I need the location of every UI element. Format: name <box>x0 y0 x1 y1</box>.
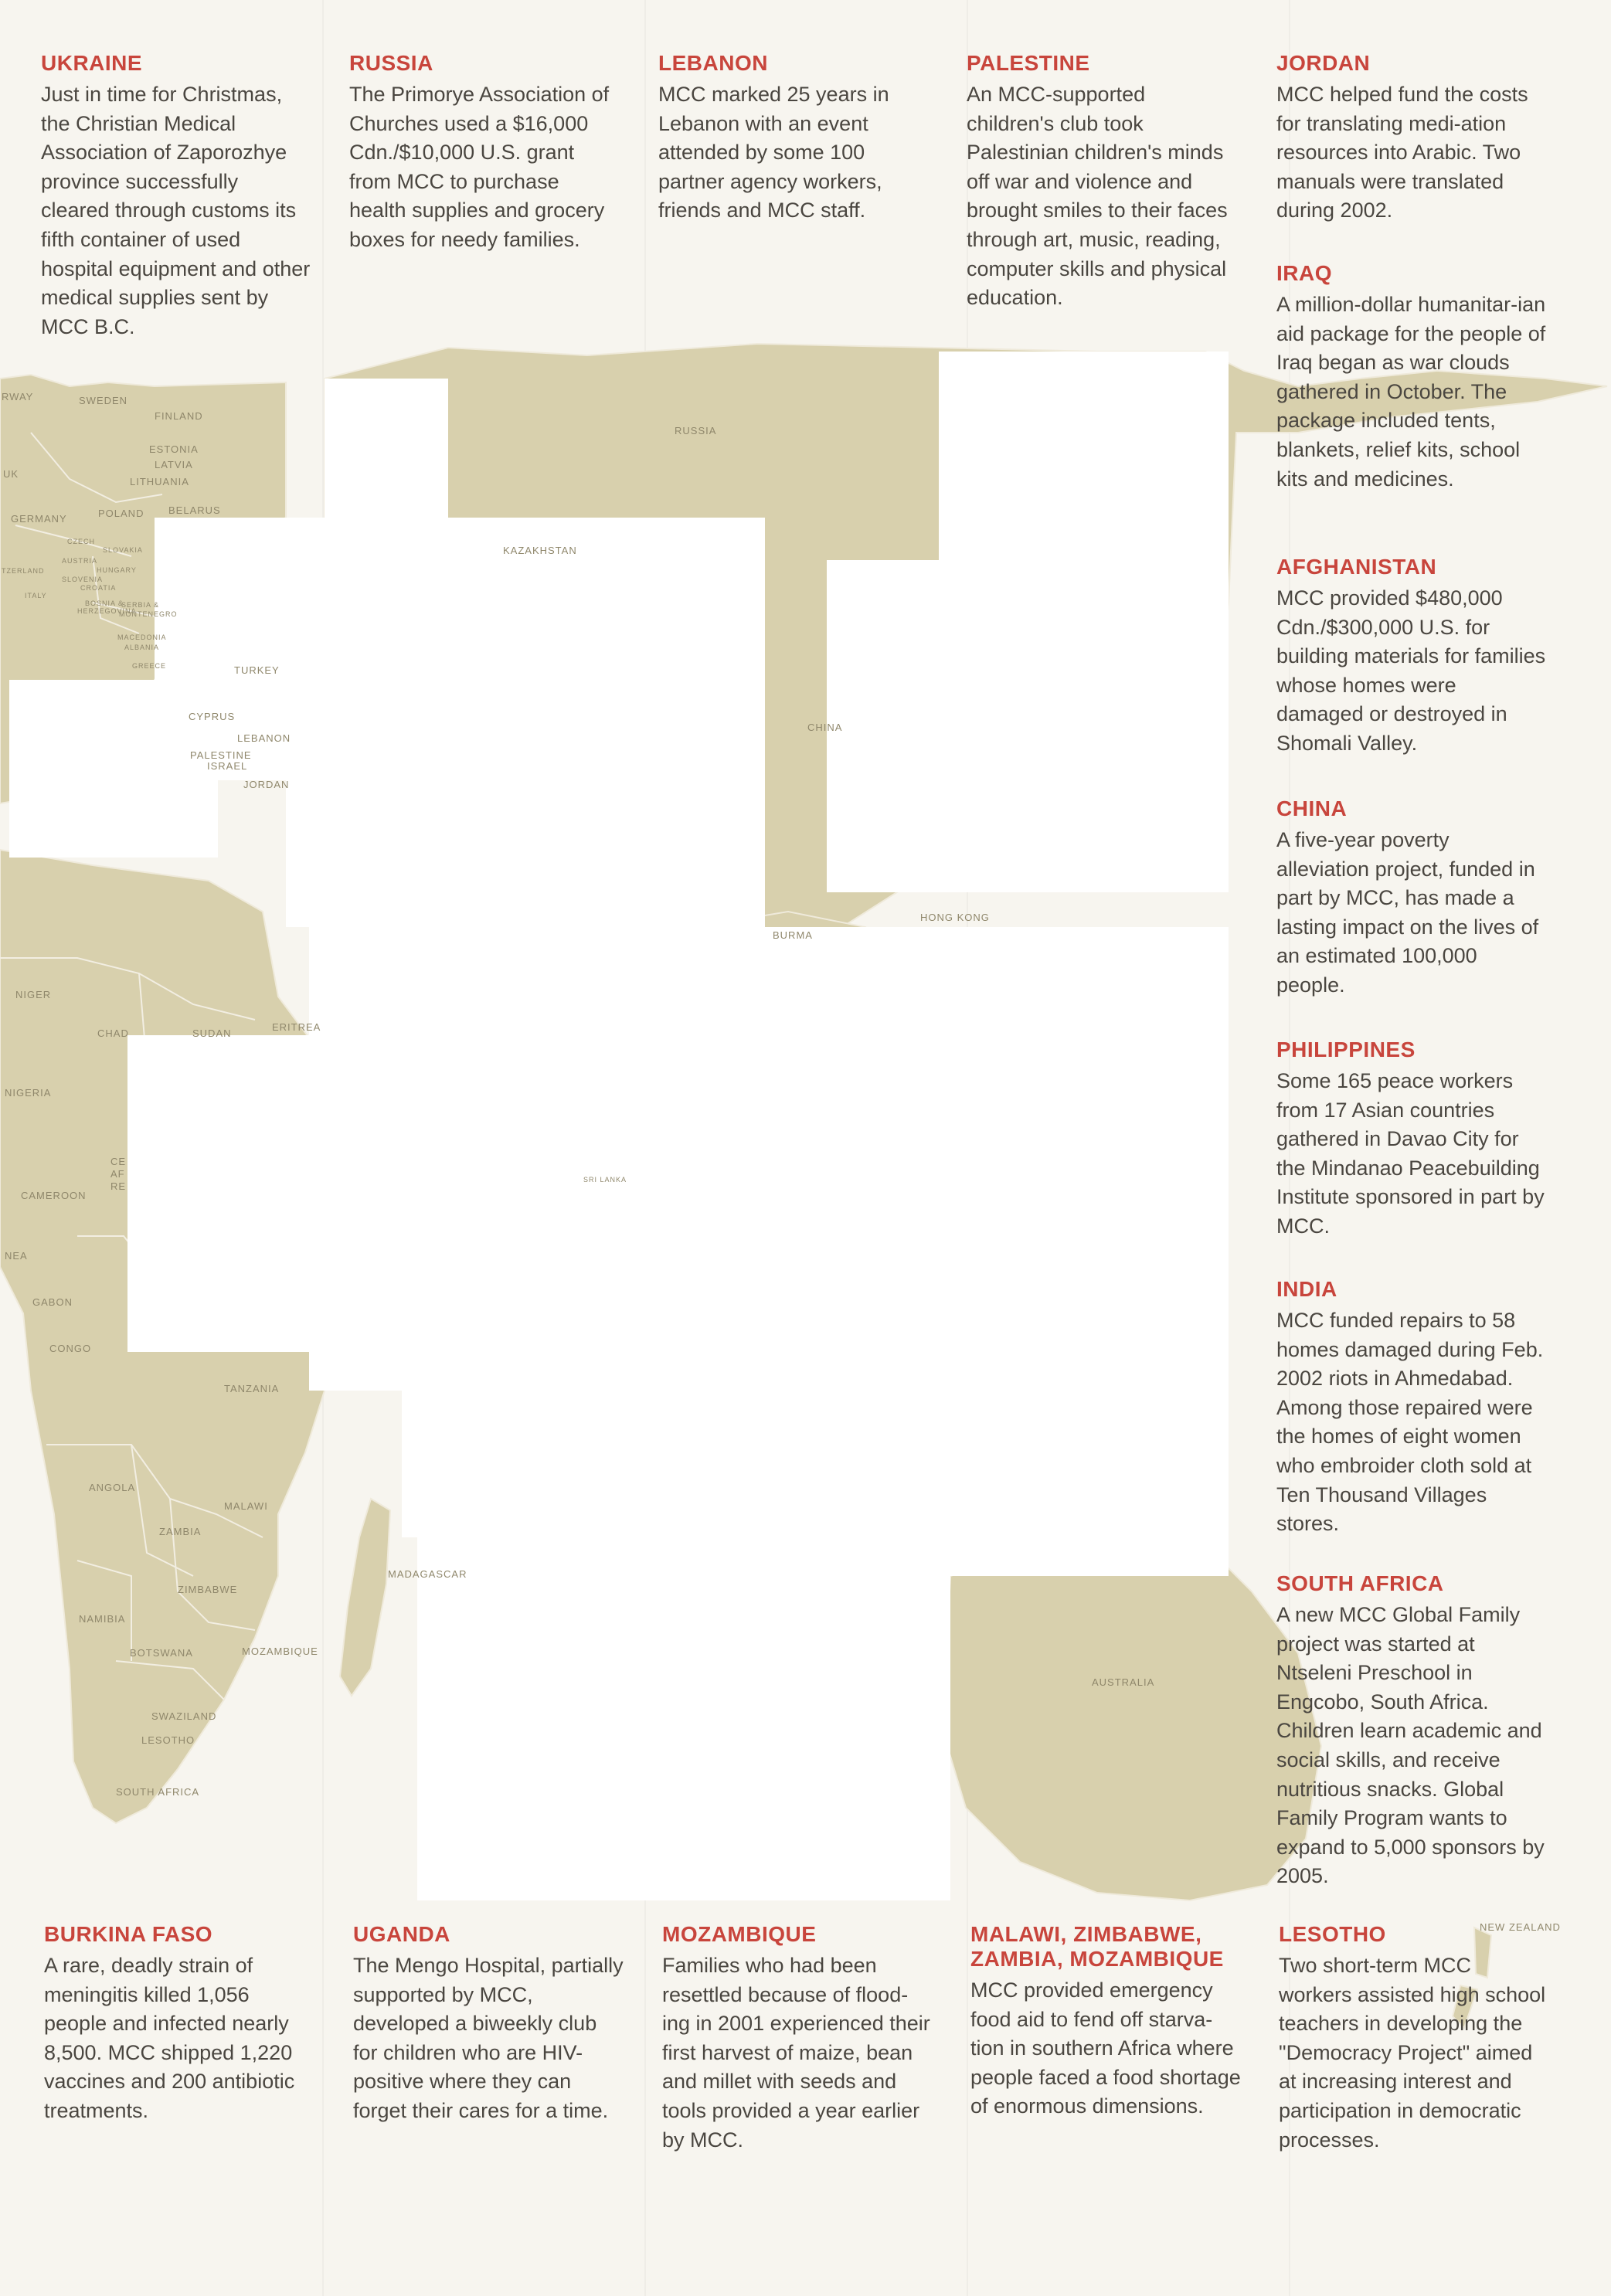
map-label-sudan: SUDAN <box>192 1027 232 1039</box>
map-label-kazakhstan: KAZAKHSTAN <box>503 545 577 556</box>
map-label-south-africa: SOUTH AFRICA <box>116 1786 200 1798</box>
map-label-lebanon: LEBANON <box>237 732 291 744</box>
map-label-mozambique: MOZAMBIQUE <box>242 1646 318 1657</box>
map-label-australia: AUSTRALIA <box>1092 1676 1155 1688</box>
map-label-tanzania: TANZANIA <box>224 1383 280 1394</box>
map-label-cameroon: CAMEROON <box>21 1190 87 1201</box>
map-label-madagascar: MADAGASCAR <box>388 1568 467 1580</box>
story-afghanistan <box>1276 555 1547 759</box>
story-body: MCC helped fund the costs for translating medi-ation resources into Arabic. Two manuals were translated during 2002. <box>1276 83 1528 222</box>
australia-landmass <box>943 1530 1321 1900</box>
map-label-russia: RUSSIA <box>675 425 717 436</box>
story-south-africa <box>1276 1571 1547 1891</box>
story-body: Families who had been resettled because of flood-ing in 2001 experienced their first harvest of maize, bean and millet with seeds and tools provided a year earlier by MCC. <box>662 1954 930 2152</box>
map-label-palestine: PALESTINE <box>190 749 252 761</box>
map-label-italy: ITALY <box>25 592 47 599</box>
story-title: LEBANON <box>658 51 768 75</box>
map-label-car: RE <box>110 1180 127 1192</box>
map-label-finland: FINLAND <box>155 410 203 422</box>
story-title: PALESTINE <box>967 51 1090 75</box>
story-iraq <box>1276 261 1547 494</box>
map-label-gabon: GABON <box>32 1296 73 1308</box>
story-body: A five-year poverty alleviation project, funded in part by MCC, has made a lasting impact on the lives of an estimated 100,000 people. <box>1276 828 1539 997</box>
story-lesotho <box>1279 1922 1549 2155</box>
story-body: A new MCC Global Family project was started at Ntseleni Preschool in Engcobo, South Africa. Children learn academic and social skills, and receive nutritious snacks. Global Family Program wants to expand to 5,000 sponsors by 2005. <box>1276 1603 1545 1888</box>
map-label-nigeria: NIGERIA <box>5 1087 52 1099</box>
story-body: MCC provided $480,000 Cdn./$300,000 U.S. for building materials for families whose homes were damaged or destroyed in Shomali Valley. <box>1276 586 1546 755</box>
map-label-cyprus: CYPRUS <box>189 711 236 722</box>
story-palestine <box>967 51 1237 313</box>
map-label-switzerland: TZERLAND <box>2 567 45 575</box>
story-body: Just in time for Christmas, the Christian Medical Association of Zaporozhye province successfully cleared through customs its fifth container of used hospital equipment and other medical supplies sent by MCC B.C. <box>41 83 311 338</box>
map-label-swaziland: SWAZILAND <box>151 1710 217 1722</box>
story-mozambique <box>662 1922 933 2155</box>
story-body: A million-dollar humanitar-ian aid package for the people of Iraq began as war clouds gathered in October. The package included tents, blankets, relief kits, school kits and medicines. <box>1276 293 1546 491</box>
map-label-namibia: NAMIBIA <box>79 1613 126 1625</box>
map-label-macedonia: MACEDONIA <box>117 633 167 641</box>
story-title: JORDAN <box>1276 51 1371 75</box>
map-label-israel: ISRAEL <box>207 760 248 772</box>
map-label-albania: ALBANIA <box>124 644 160 651</box>
map-label-croatia: CROATIA <box>80 584 117 592</box>
map-label-czech: CZECH <box>67 538 95 545</box>
map-label-slovakia: SLOVAKIA <box>103 546 143 554</box>
story-ukraine <box>41 51 311 341</box>
map-label-zambia: ZAMBIA <box>159 1526 202 1537</box>
map-label-montenegro: MONTENEGRO <box>119 610 178 618</box>
map-label-car: AF <box>110 1168 125 1180</box>
map-label-congo: CONGO <box>49 1343 92 1354</box>
map-label-lithuania: LITHUANIA <box>130 476 189 487</box>
story-title: AFGHANISTAN <box>1276 555 1437 579</box>
story-body: MCC marked 25 years in Lebanon with an event attended by some 100 partner agency workers, friends and MCC staff. <box>658 83 889 222</box>
story-philippines <box>1276 1038 1547 1241</box>
map-label-guinea: NEA <box>5 1250 28 1262</box>
map-label-hong-kong: HONG KONG <box>920 912 990 923</box>
story-title: INDIA <box>1276 1277 1337 1301</box>
story-jordan <box>1276 51 1547 226</box>
story-title: SOUTH AFRICA <box>1276 1571 1444 1595</box>
map-blank-area <box>325 379 448 518</box>
map-label-botswana: BOTSWANA <box>130 1647 193 1659</box>
story-burkina-faso <box>44 1922 314 2126</box>
story-title: BURKINA FASO <box>44 1922 213 1946</box>
map-label-slovenia: SLOVENIA <box>62 576 104 583</box>
map-label-sri-lanka: SRI LANKA <box>583 1176 627 1184</box>
map-label-eritrea: ERITREA <box>272 1021 321 1033</box>
map-label-serbia: SERBIA & <box>121 601 160 609</box>
map-label-turkey: TURKEY <box>234 664 280 676</box>
map-label-bosnia: BOSNIA & <box>85 599 124 607</box>
story-title: UKRAINE <box>41 51 143 75</box>
map-label-belarus: BELARUS <box>168 504 221 516</box>
story-title: UGANDA <box>353 1922 450 1946</box>
map-label-latvia: LATVIA <box>155 459 193 470</box>
madagascar-landmass <box>340 1499 390 1696</box>
map-label-zimbabwe: ZIMBABWE <box>178 1584 238 1595</box>
story-title: IRAQ <box>1276 261 1332 285</box>
map-label-jordan: JORDAN <box>243 779 290 790</box>
story-title: MALAWI, ZIMBABWE, ZAMBIA, MOZAMBIQUE <box>970 1922 1224 1971</box>
map-label-austria: AUSTRIA <box>62 557 98 565</box>
story-title: PHILIPPINES <box>1276 1038 1416 1061</box>
story-title: CHINA <box>1276 796 1348 820</box>
story-body: The Primorye Association of Churches used a $16,000 Cdn./$10,000 U.S. grant from MCC to purchase health supplies and grocery boxes for needy families. <box>349 83 610 251</box>
map-label-greece: GREECE <box>132 662 167 670</box>
map-label-germany: GERMANY <box>11 513 67 525</box>
map-label-sweden: SWEDEN <box>79 395 128 406</box>
story-body: A rare, deadly strain of meningitis killed 1,056 people and infected nearly 8,500. MCC shipped 1,220 vaccines and 200 antibiotic treatments. <box>44 1954 295 2122</box>
story-body: MCC funded repairs to 58 homes damaged during Feb. 2002 riots in Ahmedabad. Among those repaired were the homes of eight women who embroider cloth sold at Ten Thousand Villages stores. <box>1276 1309 1544 1536</box>
story-russia <box>349 51 620 255</box>
map-label-car: CE <box>110 1156 127 1167</box>
story-malawi-zimbabwe-zambia-mozambique <box>970 1922 1241 2121</box>
map-label-poland: POLAND <box>98 508 144 519</box>
story-body: Some 165 peace workers from 17 Asian countries gathered in Davao City for the Mindanao Peacebuilding Institute sponsored in part by MCC. <box>1276 1069 1545 1238</box>
map-label-angola: ANGOLA <box>89 1482 136 1493</box>
map-label-niger: NIGER <box>15 989 52 1000</box>
map-label-herzegovina: HERZEGOVINA <box>77 607 137 615</box>
map-label-estonia: ESTONIA <box>149 443 199 455</box>
map-label-norway: RWAY <box>2 391 34 402</box>
map-label-burma: BURMA <box>773 929 813 941</box>
story-title: MOZAMBIQUE <box>662 1922 817 1946</box>
story-lebanon <box>658 51 929 226</box>
map-label-malawi: MALAWI <box>224 1500 268 1512</box>
story-title: RUSSIA <box>349 51 433 75</box>
story-india <box>1276 1277 1547 1539</box>
story-body: MCC provided emergency food aid to fend off starva-tion in southern Africa where people faced a food shortage of enormous dimensions. <box>970 1978 1241 2118</box>
story-uganda <box>353 1922 624 2126</box>
story-body: Two short-term MCC workers assisted high school teachers in developing the "Democracy Project" aimed at increasing interest and participation in democratic processes. <box>1279 1954 1546 2152</box>
map-label-hungary: HUNGARY <box>97 566 137 574</box>
story-title: LESOTHO <box>1279 1922 1386 1946</box>
map-label-chad: CHAD <box>97 1027 129 1039</box>
story-china <box>1276 796 1547 1000</box>
map-label-uk: UK <box>3 468 19 480</box>
map-label-new-zealand: NEW ZEALAND <box>1480 1921 1561 1933</box>
story-body: An MCC-supported children's club took Palestinian children's minds off war and violence and brought smiles to their faces through art, music, reading, computer skills and physical education. <box>967 83 1228 310</box>
story-body: The Mengo Hospital, partially supported by MCC, developed a biweekly club for children who are HIV-positive where they can forget their cares for a time. <box>353 1954 624 2122</box>
map-label-china: CHINA <box>807 722 843 733</box>
map-label-lesotho: LESOTHO <box>141 1734 195 1746</box>
